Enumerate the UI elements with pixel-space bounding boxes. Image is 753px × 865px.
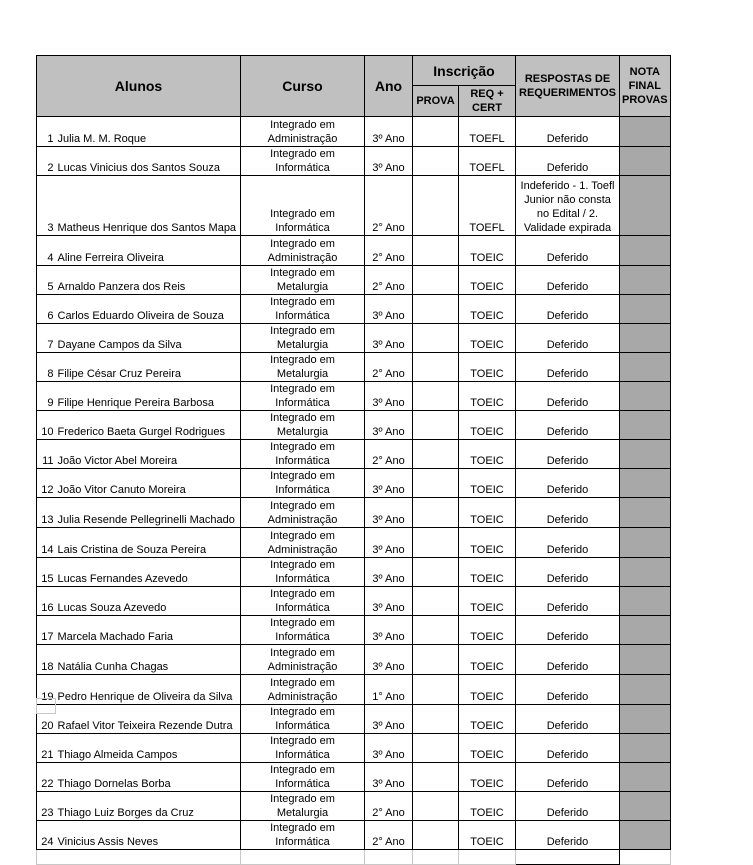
nota-cell [620, 382, 671, 411]
prova-cell [413, 266, 459, 295]
req-cert-cell: TOEIC [459, 645, 516, 675]
prova-cell [413, 587, 459, 616]
response-cell: Deferido [516, 382, 620, 411]
table-row [37, 558, 671, 587]
student-name: Lucas Vinicius dos Santos Souza [56, 147, 241, 176]
course-cell: Integrado em Administração [241, 117, 365, 147]
table-row [37, 821, 671, 850]
table-row [37, 236, 671, 266]
student-name: Vinicius Assis Neves [56, 821, 241, 850]
response-cell: Deferido [516, 411, 620, 440]
table-row [37, 734, 671, 763]
empty-cell [241, 850, 365, 865]
student-name: Lais Cristina de Souza Pereira [56, 528, 241, 558]
prova-cell [413, 353, 459, 382]
nota-cell [620, 498, 671, 528]
nota-cell [620, 821, 671, 850]
course-cell: Integrado em Informática [241, 587, 365, 616]
nota-cell [620, 147, 671, 176]
prova-cell [413, 498, 459, 528]
nota-cell [620, 295, 671, 324]
row-number: 13 [37, 498, 56, 528]
year-cell: 3º Ano [365, 324, 413, 353]
row-number: 15 [37, 558, 56, 587]
nota-cell [620, 705, 671, 734]
req-cert-cell: TOEFL [459, 117, 516, 147]
table-row [37, 792, 671, 821]
response-cell: Deferido [516, 558, 620, 587]
req-cert-cell: TOEIC [459, 236, 516, 266]
row-number: 3 [37, 176, 56, 236]
row-number: 17 [37, 616, 56, 645]
nota-cell [620, 440, 671, 469]
student-name: Thiago Dornelas Borba [56, 763, 241, 792]
year-cell: 3º Ano [365, 117, 413, 147]
empty-cell [56, 850, 241, 865]
prova-cell [413, 324, 459, 353]
nota-cell [620, 675, 671, 705]
student-name: Julia M. M. Roque [56, 117, 241, 147]
year-cell: 3º Ano [365, 498, 413, 528]
course-cell: Integrado em Informática [241, 382, 365, 411]
nota-cell [620, 558, 671, 587]
req-cert-cell: TOEIC [459, 705, 516, 734]
response-cell: Deferido [516, 616, 620, 645]
header-respostas-line1: RESPOSTAS DE [524, 73, 611, 85]
row-number: 20 [37, 705, 56, 734]
response-cell: Deferido [516, 147, 620, 176]
header-nota-line3: PROVAS [622, 94, 668, 106]
response-cell: Deferido [516, 528, 620, 558]
nota-cell [620, 117, 671, 147]
students-table [36, 55, 671, 865]
prova-cell [413, 117, 459, 147]
course-cell: Integrado em Informática [241, 705, 365, 734]
student-name: Lucas Fernandes Azevedo [56, 558, 241, 587]
student-name: Matheus Henrique dos Santos Mapa [56, 176, 241, 236]
year-cell: 3º Ano [365, 528, 413, 558]
response-cell: Deferido [516, 821, 620, 850]
table-row [37, 616, 671, 645]
response-cell: Deferido [516, 236, 620, 266]
table-row [37, 498, 671, 528]
course-cell: Integrado em Informática [241, 616, 365, 645]
response-cell: Deferido [516, 266, 620, 295]
year-cell: 2° Ano [365, 266, 413, 295]
year-cell: 3º Ano [365, 734, 413, 763]
response-cell: Deferido [516, 117, 620, 147]
course-cell: Integrado em Informática [241, 558, 365, 587]
year-cell: 3º Ano [365, 587, 413, 616]
prova-cell [413, 645, 459, 675]
req-cert-cell: TOEIC [459, 675, 516, 705]
course-cell: Integrado em Informática [241, 763, 365, 792]
response-cell: Deferido [516, 324, 620, 353]
course-cell: Integrado em Metalurgia [241, 353, 365, 382]
req-cert-cell: TOEIC [459, 763, 516, 792]
req-cert-cell: TOEIC [459, 616, 516, 645]
row-number: 19 [37, 675, 56, 705]
response-cell: Deferido [516, 734, 620, 763]
response-cell: Indeferido - 1. Toefl Junior não consta no Edital / 2. Validade expirada [516, 176, 620, 236]
response-cell: Deferido [516, 792, 620, 821]
prova-cell [413, 821, 459, 850]
student-name: Filipe Henrique Pereira Barbosa [56, 382, 241, 411]
nota-cell [620, 528, 671, 558]
prova-cell [413, 558, 459, 587]
table-row [37, 469, 671, 498]
empty-cell [459, 850, 516, 865]
table-row [37, 411, 671, 440]
empty-cell [36, 698, 56, 714]
nota-cell [620, 587, 671, 616]
req-cert-cell: TOEIC [459, 734, 516, 763]
table-row [37, 763, 671, 792]
prova-cell [413, 236, 459, 266]
header-respostas-line2: REQUERIMENTOS [519, 87, 616, 99]
empty-cell [37, 850, 56, 865]
student-name: Aline Ferreira Oliveira [56, 236, 241, 266]
course-cell: Integrado em Informática [241, 147, 365, 176]
prova-cell [413, 616, 459, 645]
response-cell: Deferido [516, 675, 620, 705]
student-name: Pedro Henrique de Oliveira da Silva [56, 675, 241, 705]
row-number: 2 [37, 147, 56, 176]
response-cell: Deferido [516, 763, 620, 792]
row-number: 4 [37, 236, 56, 266]
req-cert-cell: TOEIC [459, 587, 516, 616]
year-cell: 3º Ano [365, 382, 413, 411]
prova-cell [413, 382, 459, 411]
table-row [37, 353, 671, 382]
course-cell: Integrado em Administração [241, 498, 365, 528]
response-cell: Deferido [516, 705, 620, 734]
nota-cell [620, 411, 671, 440]
nota-cell [620, 469, 671, 498]
req-cert-cell: TOEIC [459, 324, 516, 353]
prova-cell [413, 147, 459, 176]
student-name: Natália Cunha Chagas [56, 645, 241, 675]
nota-cell [620, 792, 671, 821]
student-name: Lucas Souza Azevedo [56, 587, 241, 616]
row-number: 8 [37, 353, 56, 382]
nota-cell [620, 616, 671, 645]
row-number: 7 [37, 324, 56, 353]
table-row [37, 675, 671, 705]
header-req-cert-line2: CERT [472, 102, 502, 114]
row-number: 10 [37, 411, 56, 440]
header-alunos: Alunos [37, 56, 241, 117]
student-name: Dayane Campos da Silva [56, 324, 241, 353]
row-number: 23 [37, 792, 56, 821]
table-row [37, 705, 671, 734]
empty-cell [365, 850, 413, 865]
req-cert-cell: TOEIC [459, 440, 516, 469]
row-number: 22 [37, 763, 56, 792]
req-cert-cell: TOEIC [459, 295, 516, 324]
header-respostas [516, 56, 620, 117]
course-cell: Integrado em Informática [241, 821, 365, 850]
req-cert-cell: TOEIC [459, 382, 516, 411]
nota-cell [620, 176, 671, 236]
row-number: 11 [37, 440, 56, 469]
course-cell: Integrado em Metalurgia [241, 324, 365, 353]
course-cell: Integrado em Informática [241, 295, 365, 324]
year-cell: 3º Ano [365, 411, 413, 440]
empty-cell [516, 850, 620, 865]
student-name: Thiago Almeida Campos [56, 734, 241, 763]
header-prova: PROVA [413, 86, 459, 117]
student-name: Filipe César Cruz Pereira [56, 353, 241, 382]
req-cert-cell: TOEIC [459, 469, 516, 498]
req-cert-cell: TOEIC [459, 498, 516, 528]
year-cell: 3º Ano [365, 295, 413, 324]
prova-cell [413, 469, 459, 498]
row-number: 14 [37, 528, 56, 558]
student-name: Rafael Vitor Teixeira Rezende Dutra [56, 705, 241, 734]
course-cell: Integrado em Administração [241, 236, 365, 266]
req-cert-cell: TOEFL [459, 147, 516, 176]
table-row [37, 117, 671, 147]
nota-cell [620, 763, 671, 792]
year-cell: 1° Ano [365, 675, 413, 705]
row-number: 12 [37, 469, 56, 498]
year-cell: 3º Ano [365, 616, 413, 645]
row-number: 24 [37, 821, 56, 850]
prova-cell [413, 705, 459, 734]
response-cell: Deferido [516, 469, 620, 498]
course-cell: Integrado em Administração [241, 645, 365, 675]
header-req-cert [459, 86, 516, 117]
prova-cell [413, 411, 459, 440]
row-number: 9 [37, 382, 56, 411]
course-cell: Integrado em Metalurgia [241, 792, 365, 821]
year-cell: 3º Ano [365, 763, 413, 792]
table-row [37, 324, 671, 353]
year-cell: 2° Ano [365, 176, 413, 236]
empty-row [37, 850, 671, 865]
table-row [37, 147, 671, 176]
req-cert-cell: TOEIC [459, 558, 516, 587]
prova-cell [413, 528, 459, 558]
table-row [37, 528, 671, 558]
table-row [37, 587, 671, 616]
row-number: 6 [37, 295, 56, 324]
prova-cell [413, 675, 459, 705]
header-req-cert-line1: REQ + [470, 88, 504, 100]
header-curso: Curso [241, 56, 365, 117]
empty-cell [620, 850, 671, 865]
req-cert-cell: TOEFL [459, 176, 516, 236]
student-name: Frederico Baeta Gurgel Rodrigues [56, 411, 241, 440]
student-name: João Victor Abel Moreira [56, 440, 241, 469]
nota-cell [620, 266, 671, 295]
header-nota-line1: NOTA [629, 66, 660, 78]
year-cell: 2° Ano [365, 821, 413, 850]
year-cell: 3º Ano [365, 645, 413, 675]
row-number: 18 [37, 645, 56, 675]
year-cell: 2° Ano [365, 353, 413, 382]
year-cell: 3º Ano [365, 147, 413, 176]
student-name: Arnaldo Panzera dos Reis [56, 266, 241, 295]
table-row [37, 295, 671, 324]
req-cert-cell: TOEIC [459, 821, 516, 850]
course-cell: Integrado em Informática [241, 176, 365, 236]
table-row [37, 382, 671, 411]
nota-cell [620, 324, 671, 353]
prova-cell [413, 295, 459, 324]
student-name: João Vitor Canuto Moreira [56, 469, 241, 498]
nota-cell [620, 353, 671, 382]
course-cell: Integrado em Administração [241, 675, 365, 705]
nota-cell [620, 734, 671, 763]
year-cell: 3º Ano [365, 469, 413, 498]
year-cell: 2° Ano [365, 440, 413, 469]
empty-cell [413, 850, 459, 865]
prova-cell [413, 440, 459, 469]
req-cert-cell: TOEIC [459, 266, 516, 295]
header-nota [620, 56, 671, 117]
course-cell: Integrado em Administração [241, 528, 365, 558]
year-cell: 2° Ano [365, 236, 413, 266]
year-cell: 3º Ano [365, 705, 413, 734]
row-number: 16 [37, 587, 56, 616]
response-cell: Deferido [516, 587, 620, 616]
student-name: Thiago Luiz Borges da Cruz [56, 792, 241, 821]
req-cert-cell: TOEIC [459, 353, 516, 382]
prova-cell [413, 792, 459, 821]
response-cell: Deferido [516, 498, 620, 528]
req-cert-cell: TOEIC [459, 528, 516, 558]
course-cell: Integrado em Informática [241, 440, 365, 469]
header-ano: Ano [365, 56, 413, 117]
response-cell: Deferido [516, 353, 620, 382]
year-cell: 2° Ano [365, 792, 413, 821]
prova-cell [413, 176, 459, 236]
prova-cell [413, 763, 459, 792]
response-cell: Deferido [516, 645, 620, 675]
row-number: 1 [37, 117, 56, 147]
student-name: Carlos Eduardo Oliveira de Souza [56, 295, 241, 324]
header-inscricao: Inscrição [413, 56, 516, 86]
course-cell: Integrado em Metalurgia [241, 266, 365, 295]
response-cell: Deferido [516, 295, 620, 324]
header-nota-line2: FINAL [628, 80, 662, 92]
student-name: Julia Resende Pellegrinelli Machado [56, 498, 241, 528]
row-number: 5 [37, 266, 56, 295]
table-row [37, 645, 671, 675]
prova-cell [413, 734, 459, 763]
table-row [37, 266, 671, 295]
row-number: 21 [37, 734, 56, 763]
course-cell: Integrado em Informática [241, 734, 365, 763]
year-cell: 3º Ano [365, 558, 413, 587]
table-row [37, 176, 671, 236]
table-row [37, 440, 671, 469]
req-cert-cell: TOEIC [459, 411, 516, 440]
req-cert-cell: TOEIC [459, 792, 516, 821]
course-cell: Integrado em Informática [241, 469, 365, 498]
response-cell: Deferido [516, 440, 620, 469]
course-cell: Integrado em Metalurgia [241, 411, 365, 440]
nota-cell [620, 645, 671, 675]
table-body [37, 117, 671, 865]
nota-cell [620, 236, 671, 266]
student-name: Marcela Machado Faria [56, 616, 241, 645]
